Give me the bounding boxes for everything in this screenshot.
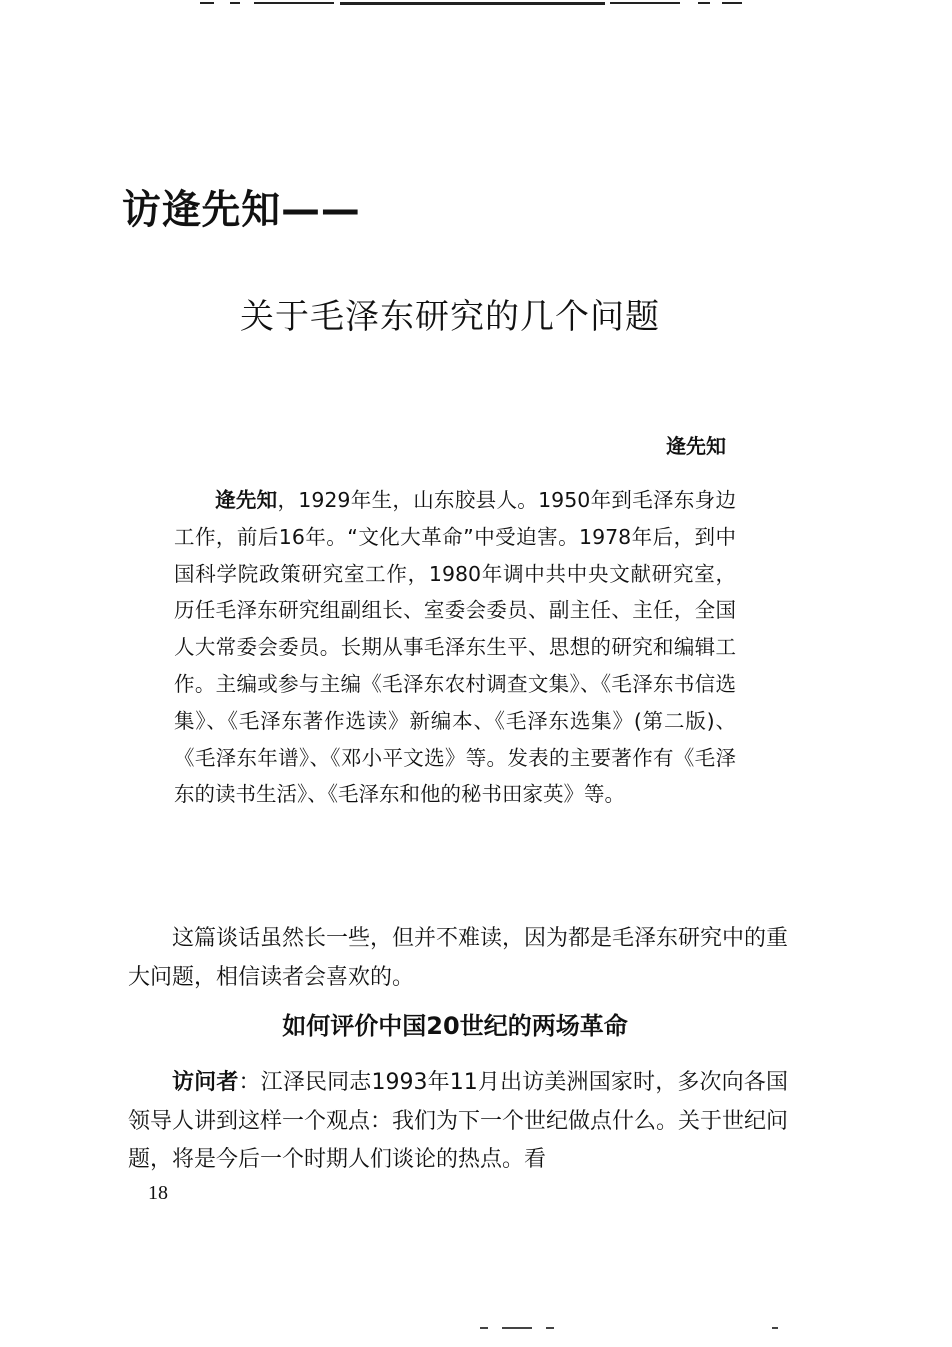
speaker-label: 访问者 bbox=[172, 1070, 239, 1095]
bio-author-name: 逄先知 bbox=[215, 488, 278, 512]
bio-paragraph bbox=[174, 482, 736, 813]
interview-paragraph bbox=[128, 1064, 788, 1180]
series-title: 访逄先知—— bbox=[122, 187, 361, 233]
bottom-scan-marks bbox=[480, 1326, 780, 1330]
intro-paragraph: 这篇谈话虽然长一些，但并不难读，因为都是毛泽东研究中的重大问题，相信读者会喜欢的。 bbox=[128, 926, 789, 990]
section-heading: 如何评价中国20世纪的两场革命 bbox=[282, 1012, 628, 1040]
interview-text: 江泽民同志1993年11月出访美洲国家时，多次向各国领导人讲到这样一个观点：我们为下一个世纪做点什么。关于世纪问题，将是今后一个时期人们谈论的热点。看 bbox=[128, 1070, 789, 1172]
intro-note bbox=[128, 920, 788, 997]
interview-body bbox=[128, 1064, 788, 1180]
article-title: 关于毛泽东研究的几个问题 bbox=[240, 297, 660, 337]
author-byline: 逄先知 bbox=[666, 434, 726, 458]
speaker-colon: ： bbox=[238, 1070, 261, 1095]
author-bio bbox=[174, 482, 736, 813]
page-number: 18 bbox=[148, 1182, 168, 1204]
bio-text: ，1929年生，山东胶县人。1950年到毛泽东身边工作，前后16年。“文化大革命”中受迫害。1978年后，到中国科学院政策研究室工作，1980年调中共中央文献研究室，历任毛泽东研究组副组长、室委会委员、副主任、主任，全国人大常委会委员。长期从事毛泽东生平、思想的研究和编辑工作。主编或参与主编《毛泽东农村调查文集》、《毛泽东书信选集》、《毛泽东著作选读》新编本、《毛泽东选集》(第二版)、《毛泽东年谱》、《邓小平文选》等。发表的主要著作有《毛泽东的读书生活》、《毛泽东和他的秘书田家英》等。 bbox=[174, 488, 736, 807]
top-scan-rule bbox=[200, 0, 745, 6]
